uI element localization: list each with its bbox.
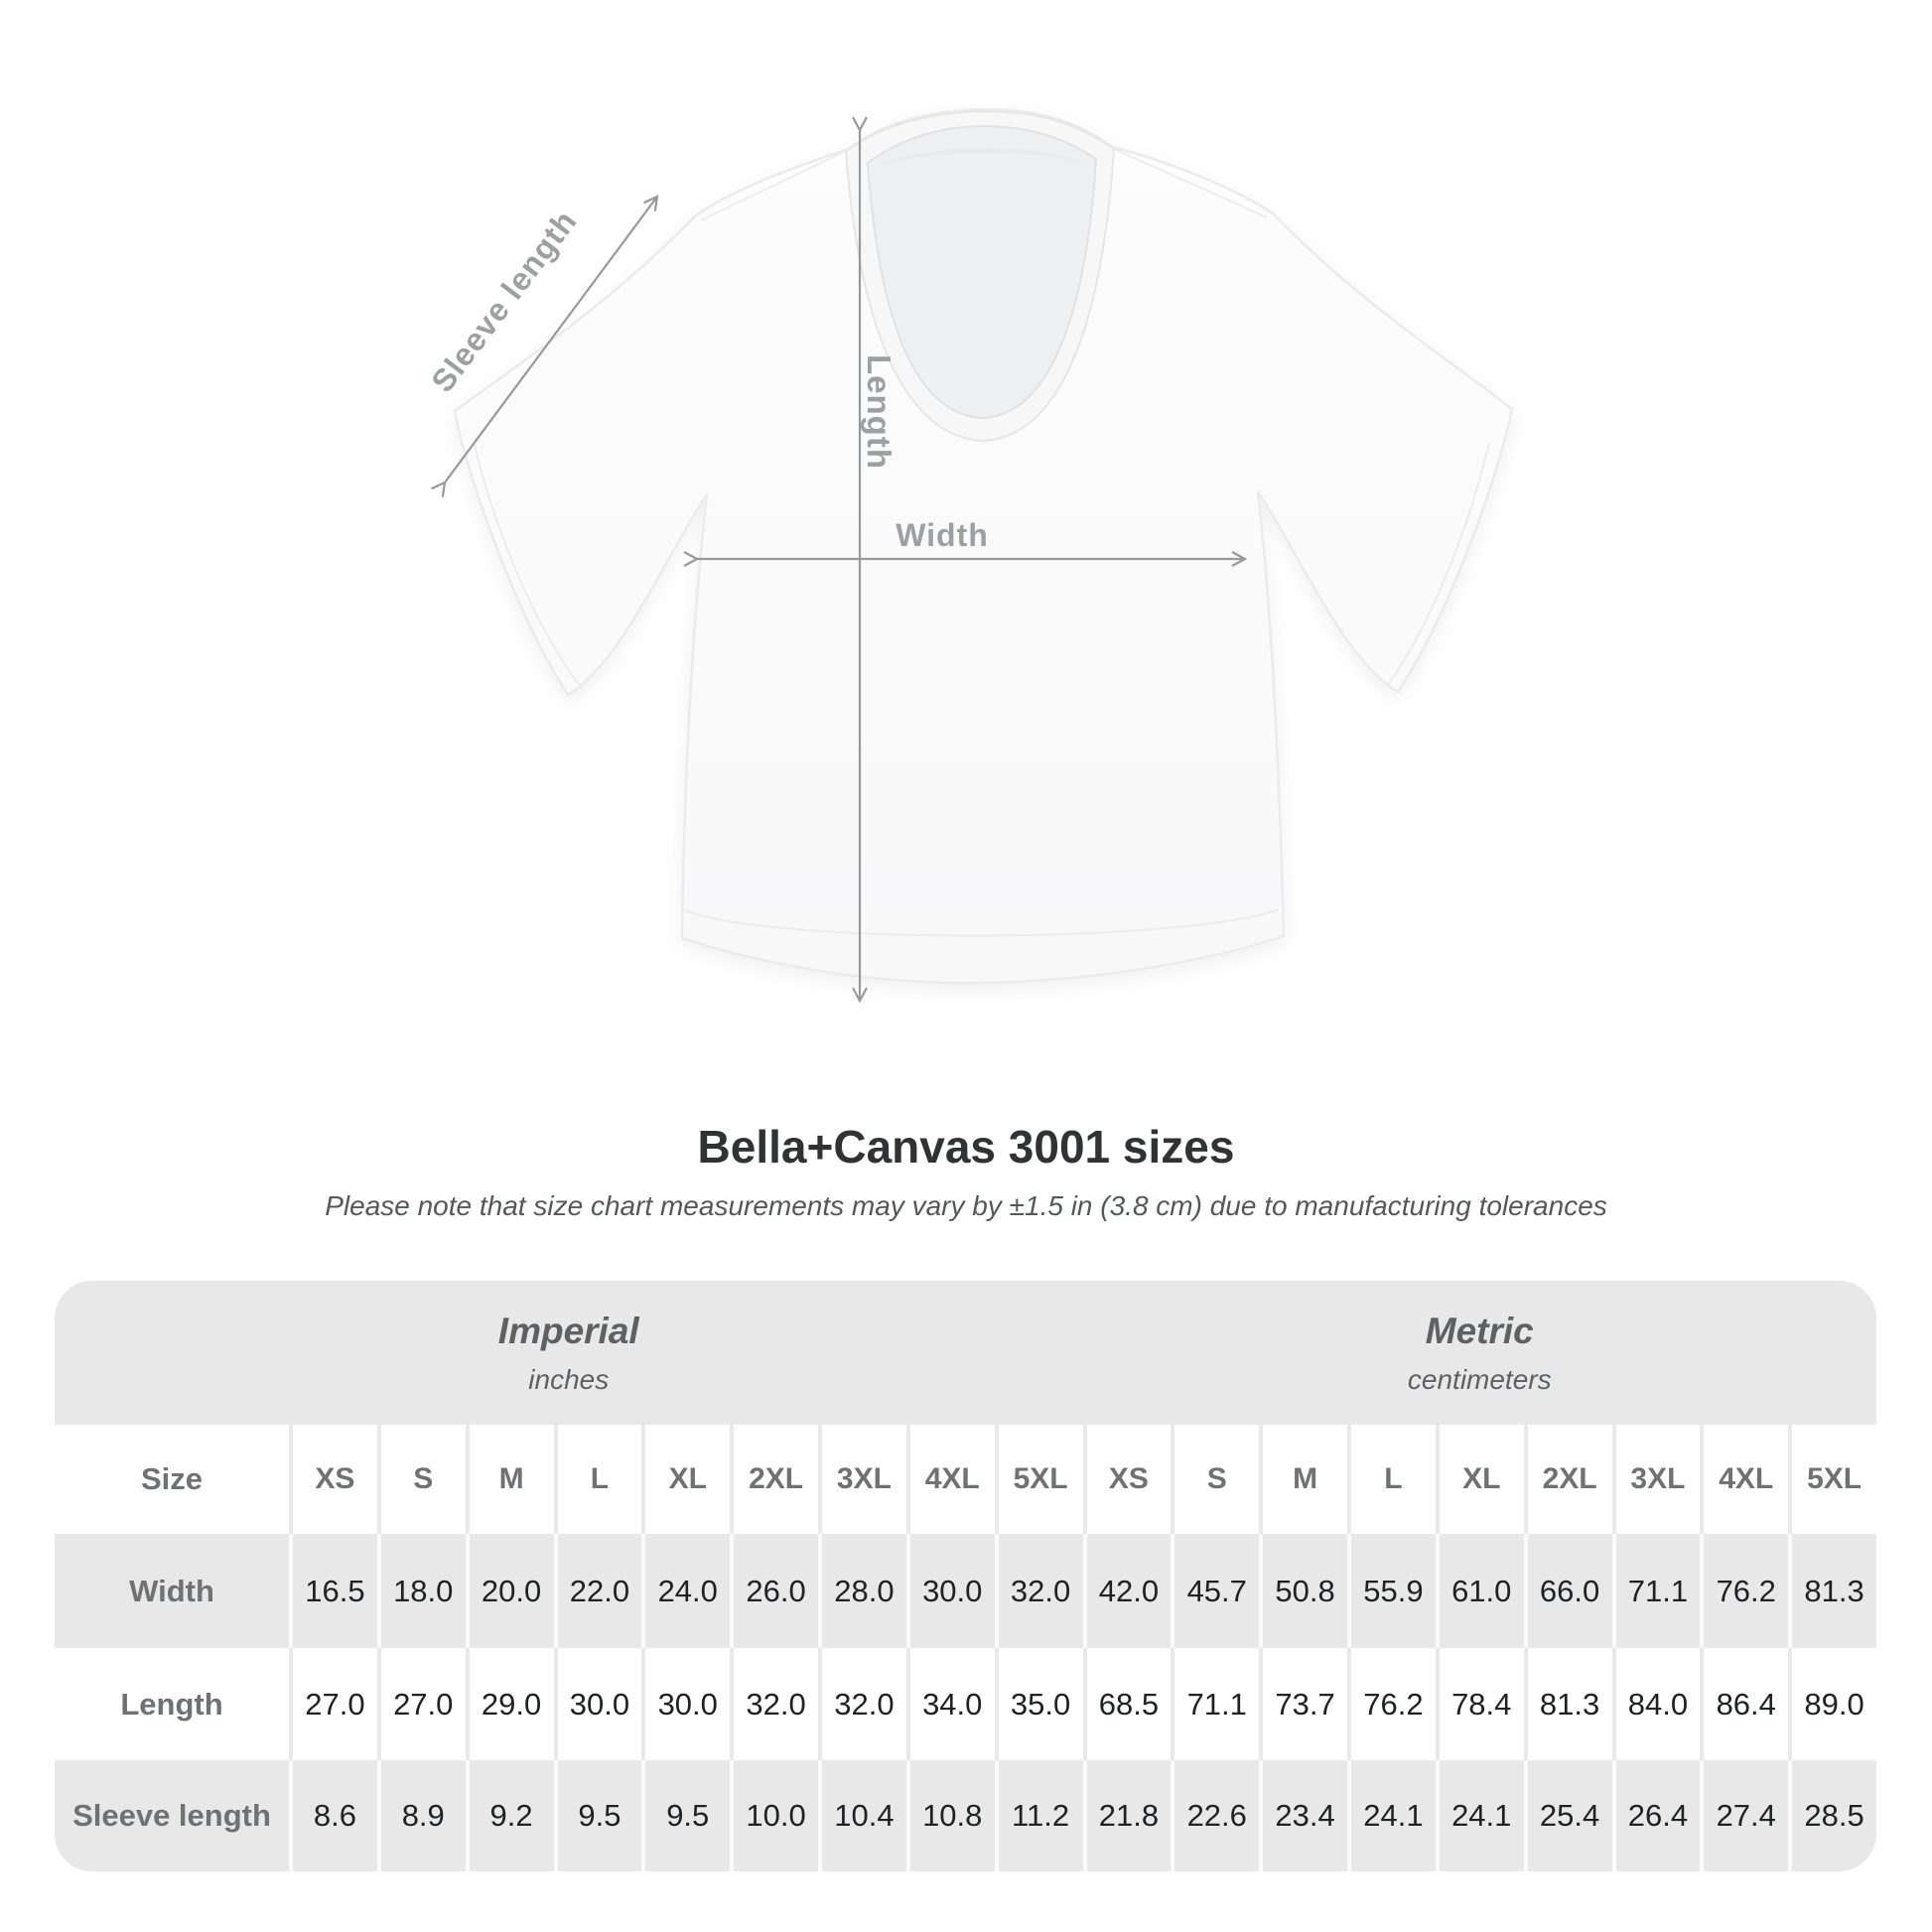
value-cell: 20.0 bbox=[466, 1534, 554, 1648]
value-cell: 22.6 bbox=[1171, 1760, 1259, 1871]
metric-group-header bbox=[1083, 1281, 1877, 1425]
value-cell: 9.2 bbox=[466, 1760, 554, 1871]
width-row bbox=[55, 1534, 1876, 1648]
length-row bbox=[55, 1648, 1876, 1760]
value-cell: 10.4 bbox=[818, 1760, 906, 1871]
chart-heading bbox=[0, 1120, 1932, 1223]
value-cell: 27.4 bbox=[1700, 1760, 1788, 1871]
value-cell: 30.0 bbox=[641, 1648, 730, 1760]
size-header-metric: 2XL bbox=[1524, 1425, 1612, 1534]
value-cell: 16.5 bbox=[289, 1534, 377, 1648]
value-cell: 30.0 bbox=[554, 1648, 642, 1760]
size-header-imperial: 4XL bbox=[906, 1425, 995, 1534]
value-cell: 23.4 bbox=[1259, 1760, 1347, 1871]
value-cell: 66.0 bbox=[1524, 1534, 1612, 1648]
value-cell: 71.1 bbox=[1171, 1648, 1259, 1760]
value-cell: 71.1 bbox=[1612, 1534, 1701, 1648]
imperial-unit: inches bbox=[528, 1363, 610, 1395]
size-header-metric: L bbox=[1347, 1425, 1436, 1534]
value-cell: 11.2 bbox=[995, 1760, 1083, 1871]
value-cell: 81.3 bbox=[1788, 1534, 1876, 1648]
value-cell: 84.0 bbox=[1612, 1648, 1701, 1760]
width-label: Width bbox=[896, 517, 989, 553]
value-cell: 9.5 bbox=[554, 1760, 642, 1871]
size-header-metric: 5XL bbox=[1788, 1425, 1876, 1534]
value-cell: 29.0 bbox=[466, 1648, 554, 1760]
size-header-metric: S bbox=[1171, 1425, 1259, 1534]
imperial-label: Imperial bbox=[497, 1310, 639, 1351]
size-header-metric: XS bbox=[1083, 1425, 1172, 1534]
value-cell: 10.0 bbox=[730, 1760, 818, 1871]
value-cell: 42.0 bbox=[1083, 1534, 1172, 1648]
value-cell: 26.0 bbox=[730, 1534, 818, 1648]
size-header-imperial: 3XL bbox=[818, 1425, 906, 1534]
value-cell: 27.0 bbox=[289, 1648, 377, 1760]
value-cell: 8.9 bbox=[377, 1760, 466, 1871]
value-cell: 26.4 bbox=[1612, 1760, 1701, 1871]
row-label-length: Length bbox=[120, 1686, 223, 1722]
value-cell: 78.4 bbox=[1436, 1648, 1524, 1760]
value-cell: 21.8 bbox=[1083, 1760, 1172, 1871]
metric-label: Metric bbox=[1425, 1310, 1534, 1351]
value-cell: 89.0 bbox=[1788, 1648, 1876, 1760]
value-cell: 22.0 bbox=[554, 1534, 642, 1648]
value-cell: 81.3 bbox=[1524, 1648, 1612, 1760]
sleeve-length-row bbox=[55, 1760, 1876, 1871]
value-cell: 28.5 bbox=[1788, 1760, 1876, 1871]
row-label-width: Width bbox=[129, 1573, 214, 1608]
size-header-imperial: S bbox=[377, 1425, 466, 1534]
value-cell: 68.5 bbox=[1083, 1648, 1172, 1760]
imperial-group-header bbox=[55, 1281, 1083, 1425]
value-cell: 55.9 bbox=[1347, 1534, 1436, 1648]
size-header-metric: 3XL bbox=[1612, 1425, 1701, 1534]
value-cell: 24.0 bbox=[641, 1534, 730, 1648]
value-cell: 86.4 bbox=[1700, 1648, 1788, 1760]
size-column-header: Size bbox=[140, 1461, 204, 1496]
value-cell: 76.2 bbox=[1700, 1534, 1788, 1648]
value-cell: 35.0 bbox=[995, 1648, 1083, 1760]
size-header-imperial: L bbox=[554, 1425, 642, 1534]
value-cell: 61.0 bbox=[1436, 1534, 1524, 1648]
value-cell: 8.6 bbox=[289, 1760, 377, 1871]
row-label-sleeve-length: Sleeve length bbox=[72, 1798, 271, 1833]
size-header-imperial: XL bbox=[641, 1425, 730, 1534]
value-cell: 32.0 bbox=[818, 1648, 906, 1760]
value-cell: 9.5 bbox=[641, 1760, 730, 1871]
value-cell: 24.1 bbox=[1436, 1760, 1524, 1871]
page-title: Bella+Canvas 3001 sizes bbox=[697, 1121, 1235, 1173]
metric-unit: centimeters bbox=[1407, 1363, 1552, 1395]
size-header-imperial: 2XL bbox=[730, 1425, 818, 1534]
value-cell: 32.0 bbox=[730, 1648, 818, 1760]
size-header-metric: XL bbox=[1436, 1425, 1524, 1534]
size-header-row bbox=[55, 1425, 1876, 1534]
unit-group-header-row bbox=[55, 1281, 1876, 1425]
value-cell: 32.0 bbox=[995, 1534, 1083, 1648]
size-header-imperial: XS bbox=[289, 1425, 377, 1534]
value-cell: 76.2 bbox=[1347, 1648, 1436, 1760]
value-cell: 50.8 bbox=[1259, 1534, 1347, 1648]
size-header-imperial: M bbox=[466, 1425, 554, 1534]
value-cell: 24.1 bbox=[1347, 1760, 1436, 1871]
value-cell: 45.7 bbox=[1171, 1534, 1259, 1648]
size-header-metric: 4XL bbox=[1700, 1425, 1788, 1534]
length-label: Length bbox=[861, 354, 897, 470]
value-cell: 27.0 bbox=[377, 1648, 466, 1760]
size-header-imperial: 5XL bbox=[995, 1425, 1083, 1534]
size-table bbox=[55, 1281, 1876, 1871]
sleeve-length-label: Sleeve length bbox=[424, 203, 584, 399]
value-cell: 10.8 bbox=[906, 1760, 995, 1871]
tolerance-note: Please note that size chart measurements may vary by ±1.5 in (3.8 cm) due to manufacturing tolerances bbox=[325, 1190, 1607, 1221]
value-cell: 18.0 bbox=[377, 1534, 466, 1648]
value-cell: 28.0 bbox=[818, 1534, 906, 1648]
value-cell: 34.0 bbox=[906, 1648, 995, 1760]
value-cell: 30.0 bbox=[906, 1534, 995, 1648]
size-header-metric: M bbox=[1259, 1425, 1347, 1534]
value-cell: 73.7 bbox=[1259, 1648, 1347, 1760]
value-cell: 25.4 bbox=[1524, 1760, 1612, 1871]
